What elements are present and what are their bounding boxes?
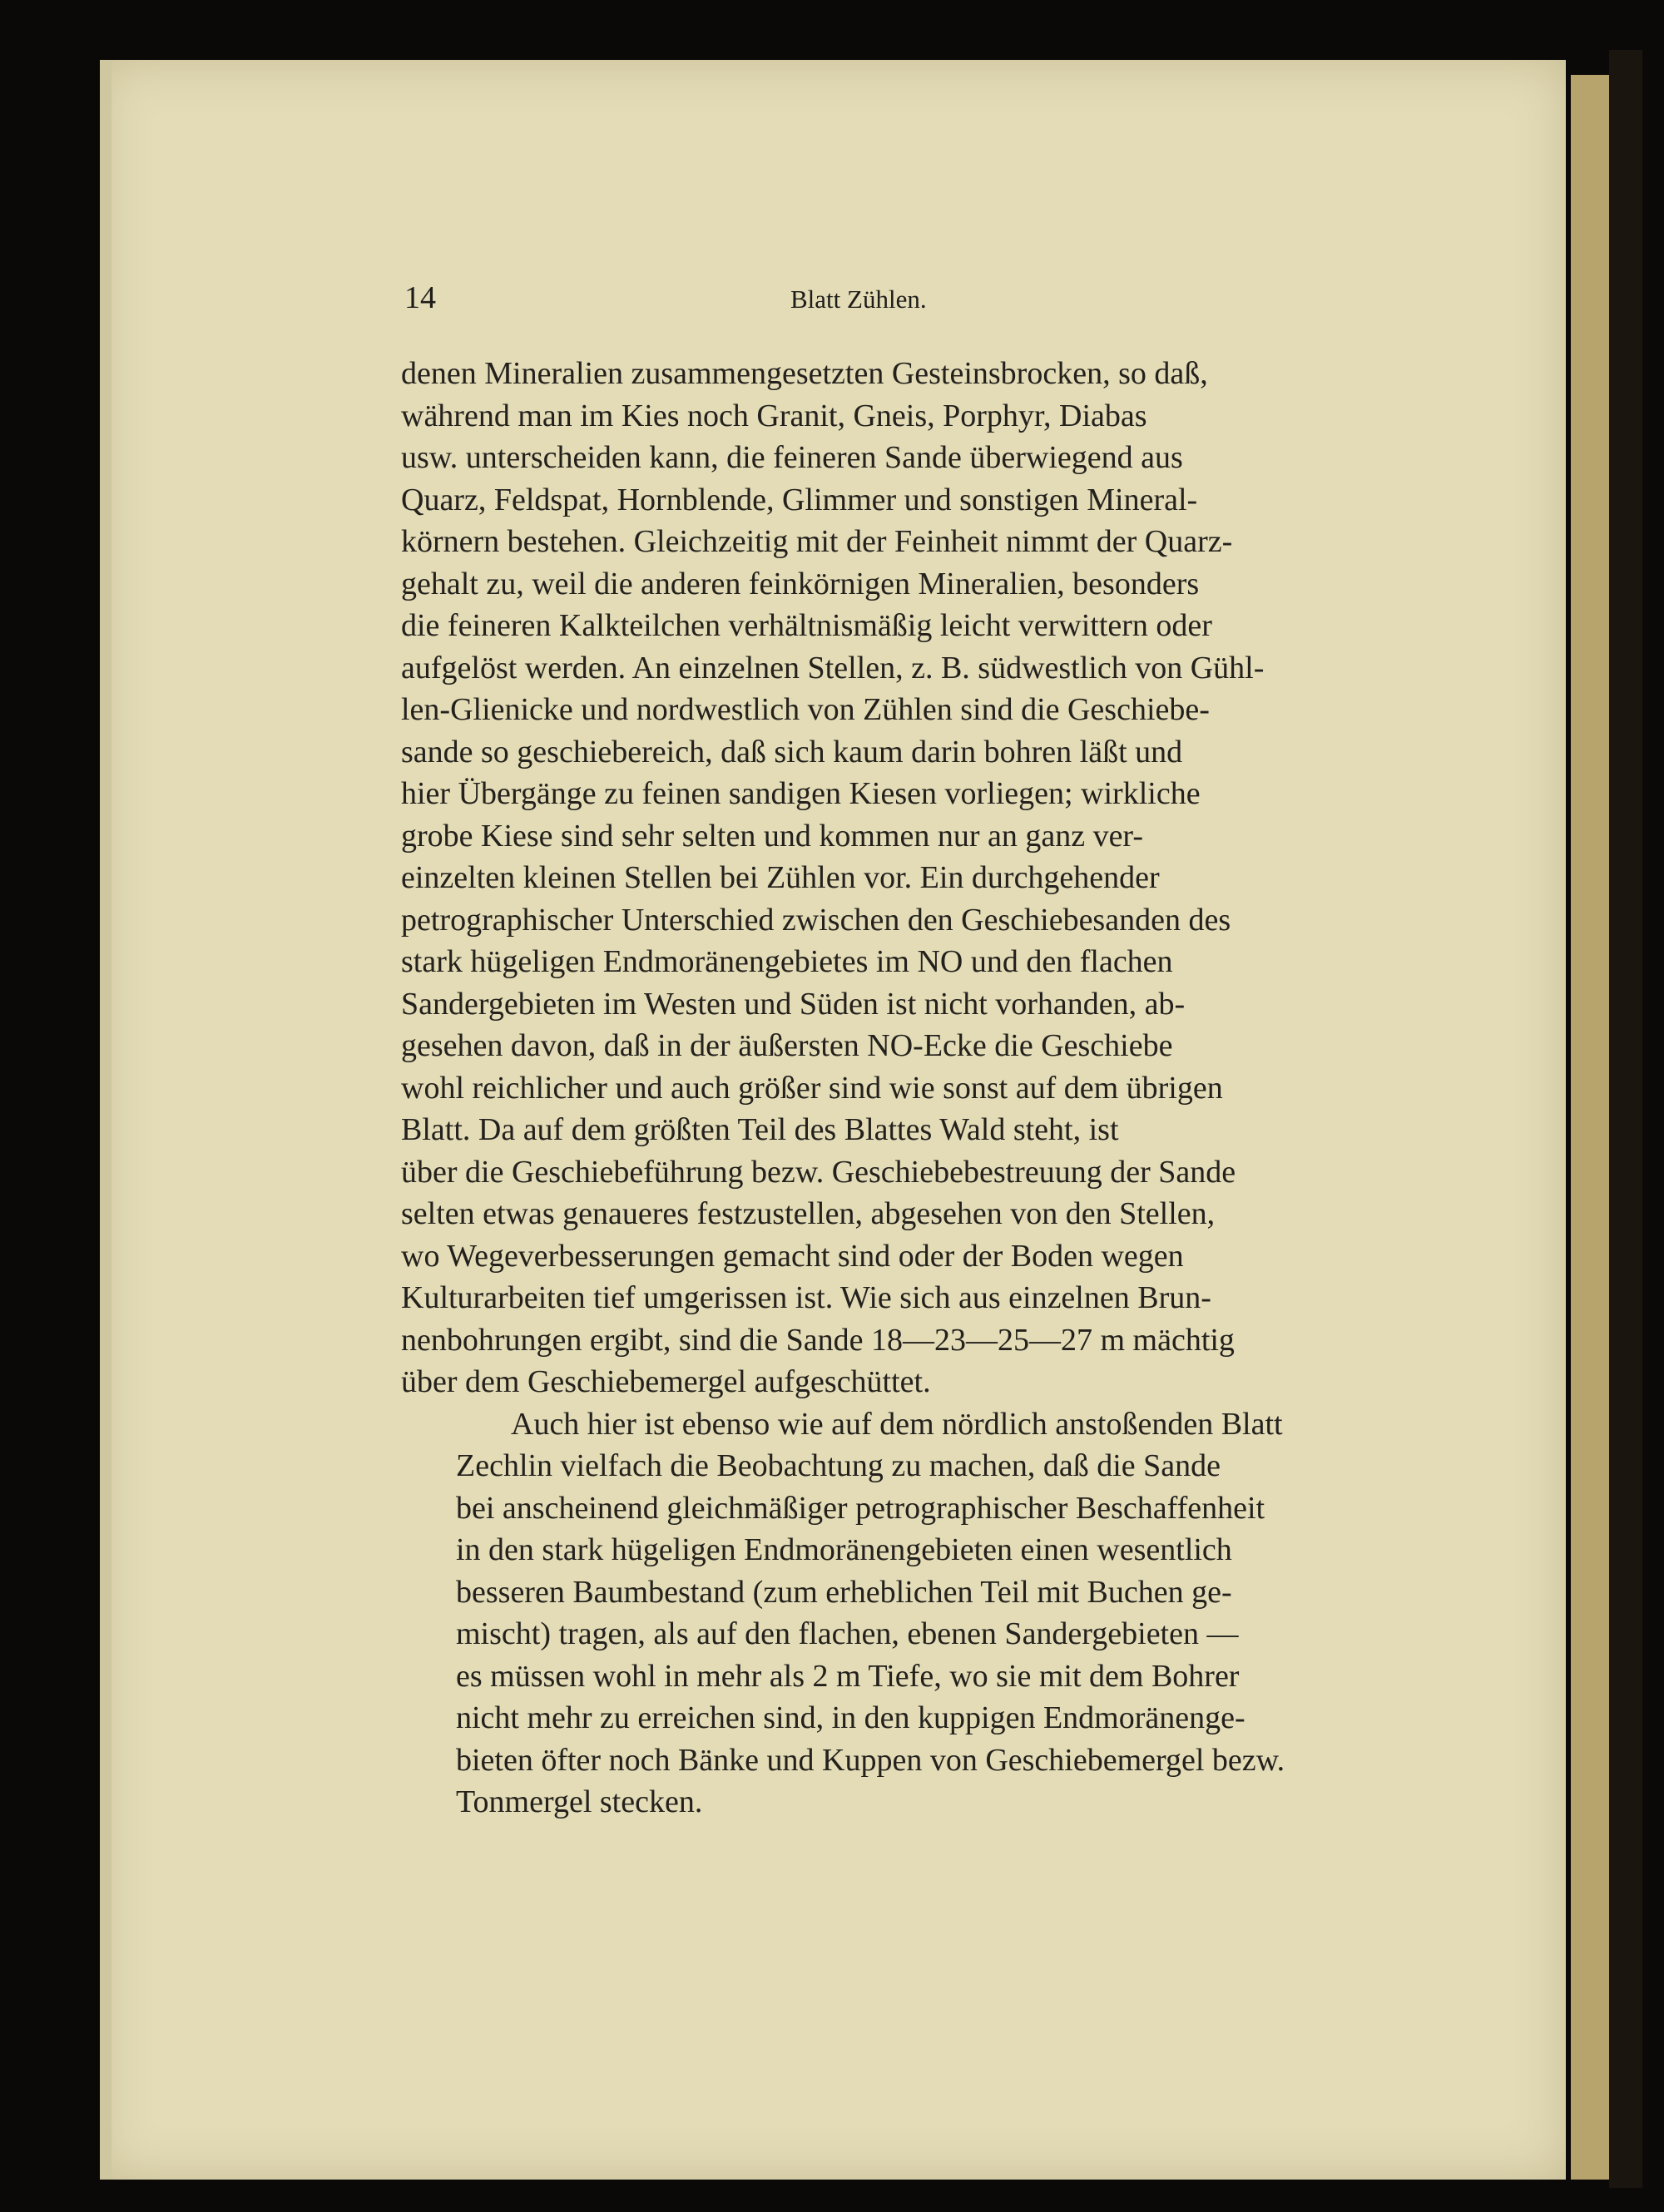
next-page-edge: [1571, 75, 1609, 2180]
text-line: selten etwas genaueres festzustellen, abgesehen von den Stellen,: [401, 1196, 1216, 1231]
text-line: über die Geschiebeführung bezw. Geschiebebestreuung der Sande: [401, 1154, 1236, 1190]
text-line: gehalt zu, weil die anderen feinkörnigen Mineralien, besonders: [401, 566, 1200, 601]
text-line: bieten öfter noch Bänke und Kuppen von Geschiebemergel bezw.: [456, 1742, 1285, 1778]
book-spine: [1609, 50, 1642, 2188]
page-header: [404, 280, 1336, 329]
page-edge: [100, 60, 111, 2180]
text-line: aufgelöst werden. An einzelnen Stellen, z. B. südwestlich von Gühl-: [401, 650, 1265, 685]
text-line: Blatt. Da auf dem größten Teil des Blattes Wald steht, ist: [401, 1112, 1119, 1147]
text-line: petrographischer Unterschied zwischen den Geschiebesanden des: [401, 902, 1231, 938]
text-line: nenbohrungen ergibt, sind die Sande 18—23—25—27 m mächtig: [401, 1322, 1235, 1358]
text-line: wohl reichlicher und auch größer sind wie sonst auf dem übrigen: [401, 1070, 1223, 1106]
text-line: einzelten kleinen Stellen bei Zühlen vor. Ein durchgehender: [401, 860, 1160, 895]
paragraph-1: [401, 353, 1316, 1403]
text-line: len-Glienicke und nordwestlich von Zühlen sind die Geschiebe-: [401, 692, 1210, 727]
running-title: Blatt Zühlen.: [790, 285, 927, 314]
text-line: usw. unterscheiden kann, die feineren Sande überwiegend aus: [401, 440, 1183, 475]
page-number: 14: [404, 280, 436, 315]
text-line: die feineren Kalkteilchen verhältnismäßig leicht verwittern oder: [401, 608, 1212, 643]
text-line: nicht mehr zu erreichen sind, in den kuppigen Endmoränenge-: [456, 1700, 1246, 1735]
text-line: Sandergebieten im Westen und Süden ist nicht vorhanden, ab-: [401, 986, 1186, 1022]
text-line: körnern bestehen. Gleichzeitig mit der Feinheit nimmt der Quarz-: [401, 524, 1233, 559]
text-line: Zechlin vielfach die Beobachtung zu machen, daß die Sande: [456, 1448, 1221, 1483]
text-line: sande so geschiebereich, daß sich kaum darin bohren läßt und: [401, 734, 1183, 769]
paragraph-2: [401, 1403, 1316, 1824]
text-line: grobe Kiese sind sehr selten und kommen nur an ganz ver-: [401, 818, 1143, 854]
text-line: Tonmergel stecken.: [456, 1784, 703, 1819]
text-line: gesehen davon, daß in der äußersten NO-Ecke die Geschiebe: [401, 1028, 1173, 1063]
text-line: besseren Baumbestand (zum erheblichen Teil mit Buchen ge-: [456, 1574, 1232, 1610]
body-text: [401, 353, 1316, 1824]
text-line: über dem Geschiebemergel aufgeschüttet.: [401, 1364, 931, 1399]
text-line: es müssen wohl in mehr als 2 m Tiefe, wo sie mit dem Bohrer: [456, 1658, 1240, 1694]
text-line: während man im Kies noch Granit, Gneis, Porphyr, Diabas: [401, 398, 1147, 433]
text-line: hier Übergänge zu feinen sandigen Kiesen vorliegen; wirkliche: [401, 776, 1201, 811]
text-line: mischt) tragen, als auf den flachen, ebenen Sandergebieten —: [456, 1616, 1239, 1651]
text-line: wo Wegeverbesserungen gemacht sind oder der Boden wegen: [401, 1238, 1184, 1274]
text-line: Kulturarbeiten tief umgerissen ist. Wie sich aus einzelnen Brun-: [401, 1280, 1211, 1315]
text-line: Auch hier ist ebenso wie auf dem nördlich anstoßenden Blatt: [511, 1406, 1283, 1442]
text-line: denen Mineralien zusammengesetzten Gesteinsbrocken, so daß,: [401, 356, 1208, 391]
text-line: in den stark hügeligen Endmoränengebieten einen wesentlich: [456, 1532, 1232, 1567]
text-line: stark hügeligen Endmoränengebietes im NO und den flachen: [401, 944, 1173, 979]
text-line: bei anscheinend gleichmäßiger petrographischer Beschaffenheit: [456, 1490, 1265, 1526]
text-line: Quarz, Feldspat, Hornblende, Glimmer und sonstigen Mineral-: [401, 482, 1198, 517]
